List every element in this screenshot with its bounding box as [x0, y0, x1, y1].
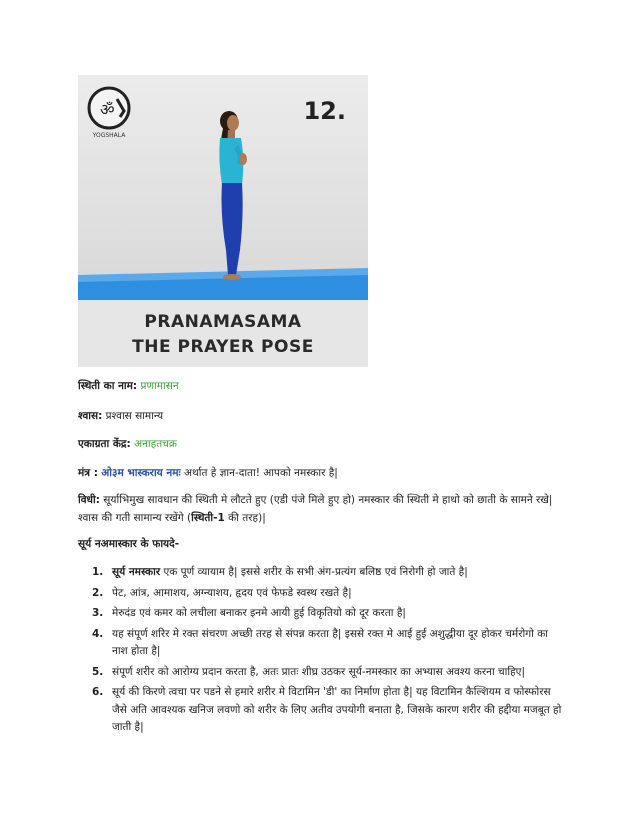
list-item: 5. संपूर्ण शरीर को आरोग्य प्रदान करता है, अतः प्रातः शीघ्र उठकर सूर्य-नमस्कार का अभ्यास अवश्य करना चाहिए| — [92, 665, 526, 678]
pose-caption-sanskrit: PRANAMASAMA — [144, 312, 302, 332]
method-paragraph — [78, 491, 564, 527]
svg-text:YOGSHALA: YOGSHALA — [92, 132, 126, 139]
list-item: 1. सूर्य नमस्कार एक पूर्ण व्यायाम है| इससे शरीर के सभी अंग-प्रत्यंग बलिष्ठ एवं निरोगी हो जाते है| — [92, 566, 468, 578]
benefits-heading: सूर्य नअमास्कार के फायदे- — [78, 538, 180, 550]
list-item: 6. सूर्य की किरणे त्वचा पर पडने से हमारे शरीर मे विटामिन 'डी' का निर्माण होता है| यह विटामिन कैल्शियम व फोस्फोरस जैसे अति आवश्यक खनिज लवणो को शरीर के लिए अतीव उपयोगी बनाता है, जिसके कारण शरीर की हद्दीया मजबूत हो जाती है| — [92, 686, 562, 733]
woman-figure — [219, 111, 247, 280]
focus-value: अनाहतचक्र — [134, 438, 177, 450]
breath-line — [78, 409, 163, 423]
breath-value: प्रश्वास सामान्य — [105, 410, 164, 422]
method-text-2: की तरह)| — [224, 512, 266, 524]
svg-text:ॐ: ॐ — [100, 100, 115, 119]
pose-name-line — [78, 379, 179, 393]
method-bold: स्थिती-1 — [191, 512, 225, 524]
breath-label: श्वास: — [78, 410, 103, 422]
mantra-meaning: अर्थात हे ज्ञान-दाता! आपको नमस्कार है| — [184, 467, 338, 479]
pose-caption-english: THE PRAYER POSE — [132, 337, 314, 357]
benefits-list — [92, 564, 566, 740]
yogshala-logo — [84, 83, 134, 139]
pose-name-value: प्रणामासन — [140, 380, 179, 392]
list-item: 2. पेट, आंत्र, आमाशय, अग्न्याशय, हृदय एवं फेफडे स्वस्थ रखते है| — [92, 586, 352, 599]
mantra-line — [78, 466, 338, 480]
method-text-1: सूर्याभिमुख सावधान की स्थिती मे लौटते हुए (एडी पंजे मिले हुए हो) नमस्कार की स्थिती मे हाथो को छाती के सामने रखे| श्वास की गती सामान्य रखेंगे ( — [78, 494, 553, 524]
pose-name-label: स्थिती का नाम: — [78, 380, 138, 392]
method-label: विधी: — [78, 494, 100, 506]
mantra-label: मंत्र : — [78, 467, 98, 479]
list-item: 3. मेरुदंड एवं कमर को लचीला बनाकर इनमे आयी हुई विकृतियो को दूर करता है| — [92, 607, 406, 619]
pose-image — [78, 75, 368, 367]
step-number: 12. — [303, 97, 346, 125]
list-item: 4. यह संपूर्ण शरिर मे रक्त संचरण अच्छी तरह से संपन्न करता है| इससे रक्त मे आई हुई अशुद्धीया दूर होकर चर्मरोगो का नाश होता है| — [92, 627, 548, 657]
focus-line — [78, 437, 177, 451]
focus-label: एकाग्रता केंद्र: — [78, 438, 131, 450]
mantra-value: ओ३म भास्कराय नमः — [101, 467, 181, 479]
